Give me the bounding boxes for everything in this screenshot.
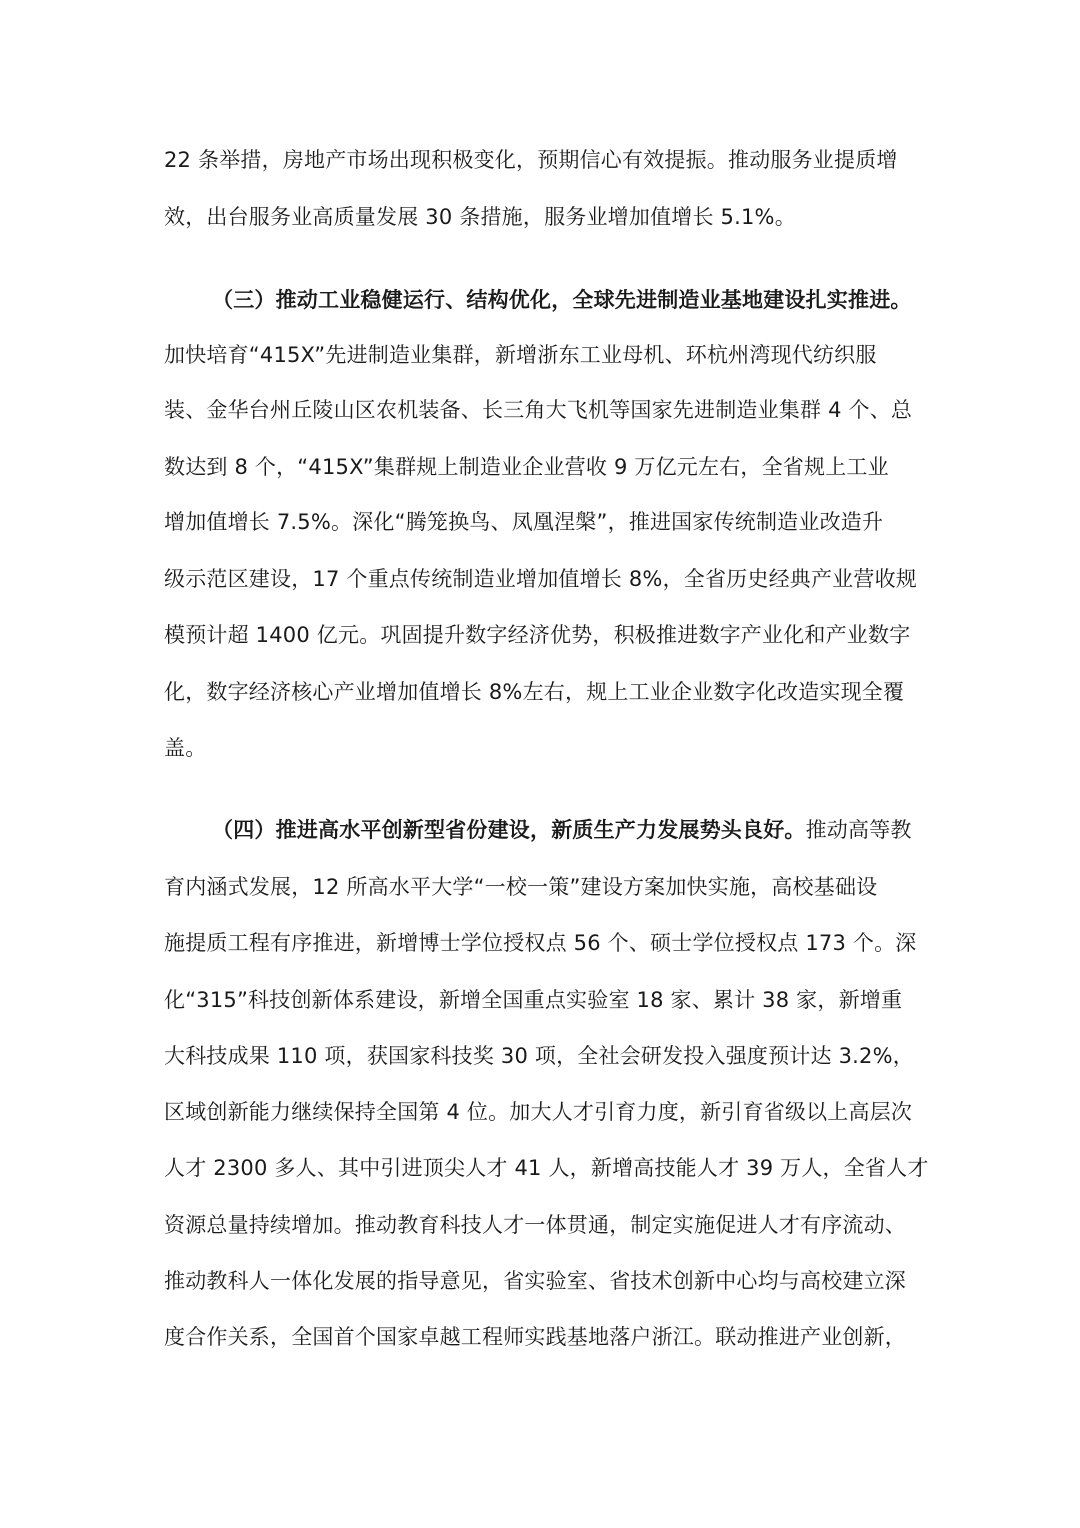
paragraph-line: 育内涵式发展，12 所高水平大学“一校一策”建设方案加快实施，高校基础设 [164, 875, 878, 899]
paragraph-line: 盖。 [164, 736, 207, 760]
paragraph-line: 度合作关系，全国首个国家卓越工程师实践基地落户浙江。联动推进产业创新， [164, 1325, 906, 1349]
paragraph-line: 模预计超 1400 亿元。巩固提升数字经济优势，积极推进数字产业化和产业数字 [164, 623, 911, 647]
paragraph-line: 化“315”科技创新体系建设，新增全国重点实验室 18 家、累计 38 家，新增重 [164, 988, 903, 1012]
paragraph-line: 大科技成果 110 项，获国家科技奖 30 项，全社会研发投入强度预计达 3.2%， [164, 1044, 914, 1068]
paragraph-line: 数达到 8 个，“415X”集群规上制造业企业营收 9 万亿元左右，全省规上工业 [164, 455, 889, 479]
paragraph-line: 化，数字经济核心产业增加值增长 8%左右，规上工业企业数字化改造实现全覆 [164, 680, 905, 704]
paragraph-line: 推动教科人一体化发展的指导意见，省实验室、省技术创新中心均与高校建立深 [164, 1269, 906, 1293]
paragraph-line: 装、金华台州丘陵山区农机装备、长三角大飞机等国家先进制造业集群 4 个、总 [164, 398, 913, 422]
paragraph-line: 加快培育“415X”先进制造业集群，新增浙东工业母机、环杭州湾现代纺织服 [164, 343, 877, 367]
section-heading-line [212, 815, 912, 845]
paragraph-line: 级示范区建设，17 个重点传统制造业增加值增长 8%，全省历史经典产业营收规 [164, 567, 917, 591]
paragraph-line: 人才 2300 多人、其中引进顶尖人才 41 人，新增高技能人才 39 万人，全省人才 [164, 1156, 929, 1180]
paragraph-line: 资源总量持续增加。推动教育科技人才一体贯通，制定实施促进人才有序流动、 [164, 1213, 906, 1237]
paragraph-line: 增加值增长 7.5%。深化“腾笼换鸟、凤凰涅槃”，推进国家传统制造业改造升 [164, 510, 884, 534]
section-heading: （三）推动工业稳健运行、结构优化，全球先进制造业基地建设扎实推进。 [212, 288, 912, 312]
paragraph-line: 施提质工程有序推进，新增博士学位授权点 56 个、硕士学位授权点 173 个。深 [164, 931, 917, 955]
paragraph-line: 效，出台服务业高质量发展 30 条措施，服务业增加值增长 5.1%。 [164, 205, 796, 229]
paragraph-line: 区域创新能力继续保持全国第 4 位。加大人才引育力度，新引育省级以上高层次 [164, 1100, 913, 1124]
section-heading-tail: 推动高等教 [805, 818, 912, 842]
section-heading: （四）推进高水平创新型省份建设，新质生产力发展势头良好。 [212, 818, 806, 842]
paragraph-line: 22 条举措，房地产市场出现积极变化，预期信心有效提振。推动服务业提质增 [164, 148, 898, 172]
